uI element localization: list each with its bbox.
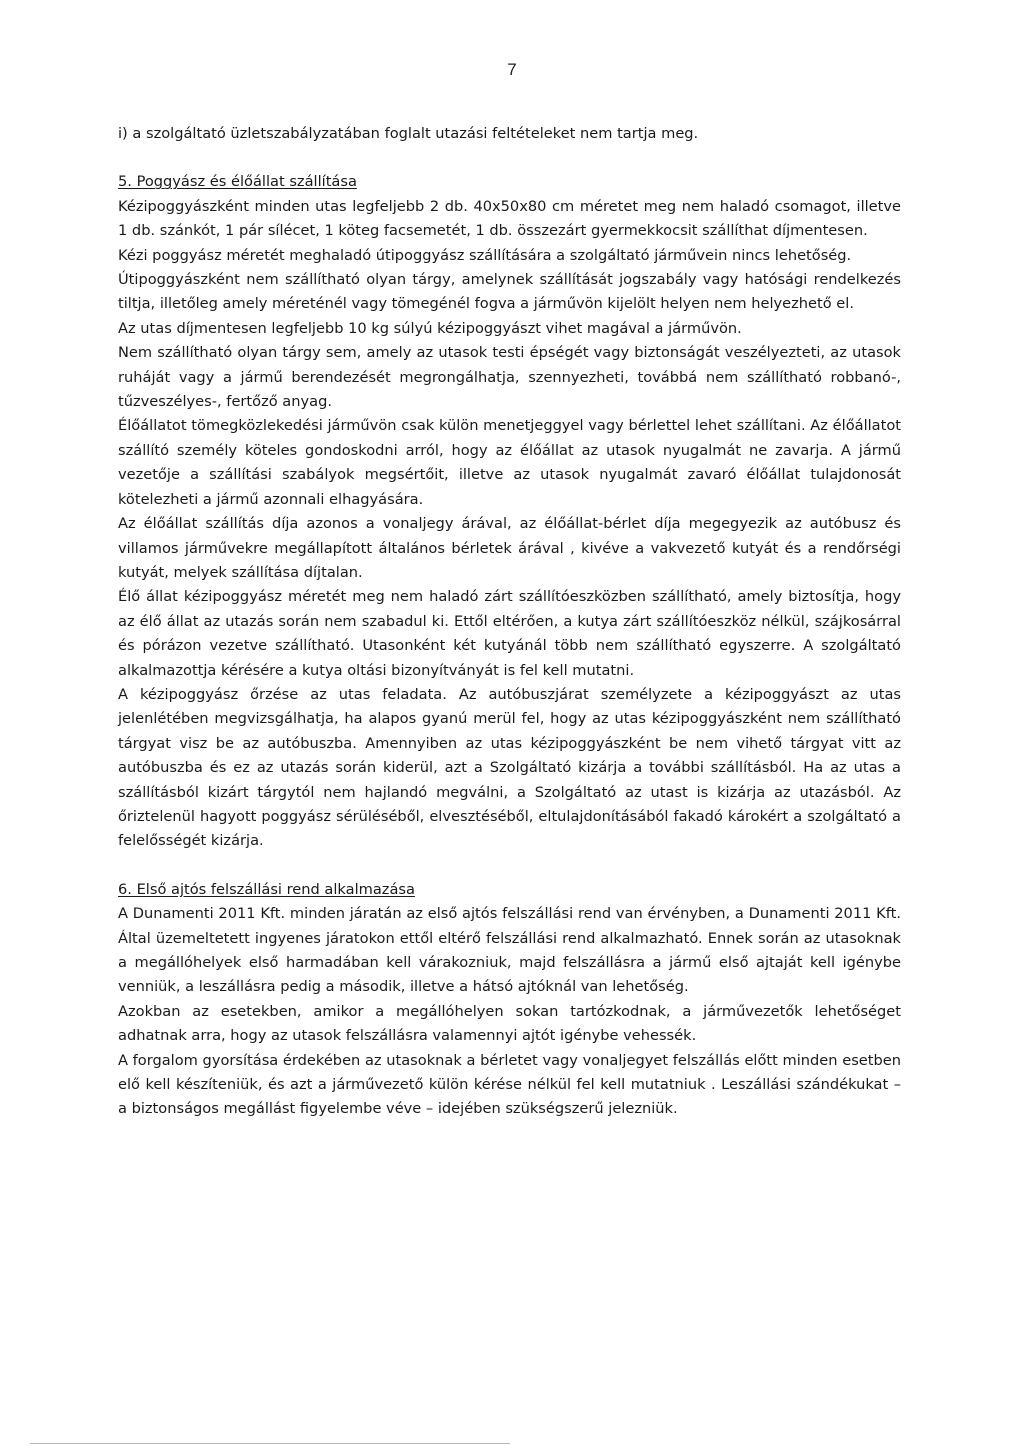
section-heading: 6. Első ajtós felszállási rend alkalmazása: [118, 880, 415, 898]
scan-edge-line: [30, 1443, 510, 1444]
paragraph: Azokban az esetekben, amikor a megállóhelyen sokan tartózkodnak, a járművezetők lehetőséget adhatnak arra, hogy az utasok felszállásra valamennyi ajtót igénybe vehessék.: [118, 1002, 901, 1045]
paragraph: Útipoggyászként nem szállítható olyan tárgy, amelynek szállítását jogszabály vagy hatósági rendelkezés tiltja, illetőleg amely méreténél vagy tömegénél fogva a járművön kijelölt helyen nem helyezhető el.: [118, 271, 901, 313]
paragraph: A Dunamenti 2011 Kft. minden járatán az első ajtós felszállási rend van érvényben, a Dunamenti 2011 Kft. Által üzemeltetett ingyenes járatokon ettől eltérő felszállási rend alkalmazható. Ennek során az utasoknak a megállóhelyek első harmadában kell várakozniuk, majd felszállásra a jármű első ajtaját kell igénybe venniük, a leszállásra pedig a második, illetve a hátsó ajtóknál van lehetőség.: [118, 905, 901, 996]
page-number: 7: [507, 60, 517, 79]
paragraph: Kézi poggyász méretét meghaladó útipoggyász szállítására a szolgáltató járművein nincs lehetőség.: [118, 246, 852, 264]
paragraph: A forgalom gyorsítása érdekében az utasoknak a bérletet vagy vonaljegyet felszállás előtt minden esetben elő kell készíteniük, és azt a járművezető külön kérése nélkül fel kell mutatniuk . Leszállási szándékukat – a biztonságos megállást figyelembe véve – idejében szükségszerű jelezniük.: [118, 1051, 901, 1118]
paragraph: A kézipoggyász őrzése az utas feladata. Az autóbuszjárat személyzete a kézipoggyászt az utas jelenlétében megvizsgálhatja, ha alapos gyanú merül fel, hogy az utas kézipoggyászként nem szállítható tárgyat visz be az autóbuszba. Amennyiben az utas kézipoggyászként be nem vihető tárgyat vitt az autóbuszba és ez az utazás során kiderül, azt a Szolgáltató kizárja a további szállításból. Ha az utas a szállításból kizárt tárgytól nem hajlandó megválni, a Szolgáltató az utast is kizárja az utazásból. Az őriztelenül hagyott poggyász sérüléséből, elvesztéséből, eltulajdonításából fakadó károkért a szolgáltató a felelősségét kizárja.: [118, 685, 901, 850]
paragraph: Az élőállat szállítás díja azonos a vonaljegy árával, az élőállat-bérlet díja megegyezik az autóbusz és villamos járművekre megállapított általános bérletek árával , kivéve a vakvezető kutyát és a rendőrségi kutyát, melyek szállítása díjtalan.: [118, 515, 901, 581]
section-luggage-animals: [118, 170, 901, 853]
paragraph: Élőállatot tömegközlekedési járművön csak külön menetjeggyel vagy bérlettel lehet szállítani. Az élőállatot szállító személy köteles gondoskodni arról, hogy az élőállat az utasok nyugalmát ne zavarja. A jármű vezetője a szállítási szabályok megsértőit, illetve az utasok nyugalmát zavaró élőállat tulajdonosát kötelezheti a jármű azonnali elhagyására.: [118, 417, 901, 508]
paragraph: Nem szállítható olyan tárgy sem, amely az utasok testi épségét vagy biztonságát veszélyezteti, az utasok ruháját vagy a jármű berendezését megrongálhatja, szennyezheti, továbbá nem szállítható robbanó-, tűzveszélyes-, fertőző anyag.: [118, 344, 901, 411]
document-body: [118, 122, 901, 1122]
paragraph: Élő állat kézipoggyász méretét meg nem haladó zárt szállítóeszközben szállítható, amely biztosítja, hogy az élő állat az utazás során nem szabadul ki. Ettől eltérően, a kutya zárt szállítóeszköz nélkül, szájkosárral és pórázon vezetve szállítható. Utasonként két kutyánál több nem szállítható egyszerre. A szolgáltató alkalmazottja kérésére a kutya oltási bizonyítványát is fel kell mutatni.: [118, 588, 901, 679]
paragraph: Kézipoggyászként minden utas legfeljebb 2 db. 40x50x80 cm méretet meg nem haladó csomagot, illetve 1 db. szánkót, 1 pár sílécet, 1 köteg facsemetét, 1 db. összezárt gyermekkocsit szállíthat díjmentesen.: [118, 197, 901, 240]
lead-paragraph: i) a szolgáltató üzletszabályzatában foglalt utazási feltételeket nem tartja meg.: [118, 125, 699, 142]
paragraph: Az utas díjmentesen legfeljebb 10 kg súlyú kézipoggyászt vihet magával a járművön.: [118, 319, 742, 337]
section-heading: 5. Poggyász és élőállat szállítása: [118, 173, 357, 191]
section-spacer: [118, 854, 901, 878]
section-front-door-boarding: [118, 878, 901, 1122]
